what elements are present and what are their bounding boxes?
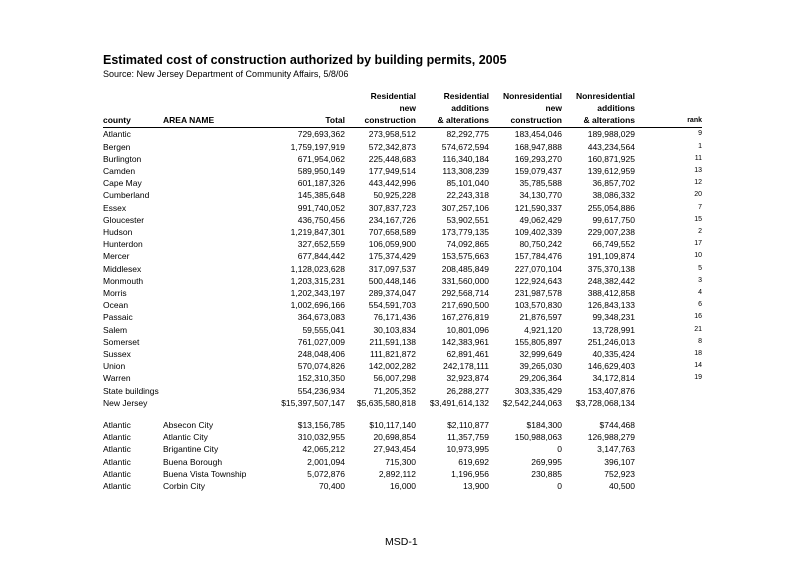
cell-nonresidential-new: 39,265,030 xyxy=(519,361,562,372)
cell-county: Cape May xyxy=(103,178,142,189)
cell-residential-additions: 116,340,184 xyxy=(442,153,489,164)
cell-nonresidential-additions: 375,370,138 xyxy=(587,263,635,274)
cell-county: Middlesex xyxy=(103,263,142,274)
table-row xyxy=(103,336,702,348)
table-header xyxy=(103,91,702,128)
cell-nonresidential-additions: 248,382,442 xyxy=(587,275,635,286)
cell-nonresidential-additions: $744,468 xyxy=(599,420,635,431)
cell-total: 1,128,023,628 xyxy=(290,263,345,274)
cell-rank: 9 xyxy=(698,130,702,138)
cell-county: Bergen xyxy=(103,141,131,152)
cell-nonresidential-new: 49,062,429 xyxy=(519,214,562,225)
cell-area-name xyxy=(163,348,263,360)
cell-residential-additions: 10,973,995 xyxy=(446,444,489,455)
cell-nonresidential-new: 183,454,046 xyxy=(514,129,562,140)
cell-nonresidential-additions: 139,612,959 xyxy=(587,166,635,176)
cell-nonresidential-new: $2,542,244,063 xyxy=(502,397,562,408)
cell-residential-new: $5,635,580,818 xyxy=(356,397,416,408)
cell-residential-new: 2,892,112 xyxy=(378,468,416,479)
cell-residential-additions: 307,257,106 xyxy=(441,202,489,213)
source-note: Source: New Jersey Department of Community Affairs, 5/8/06 xyxy=(103,69,349,79)
table-row xyxy=(103,214,702,226)
cell-nonresidential-additions: 66,749,552 xyxy=(592,239,635,250)
header-line: Nonresidential xyxy=(575,91,635,101)
page-footer: MSD-1 xyxy=(385,536,418,548)
cell-rank: 13 xyxy=(694,167,702,174)
cell-total: 570,074,826 xyxy=(297,361,345,372)
cell-area-name xyxy=(163,360,263,372)
cell-county: Hudson xyxy=(103,227,133,238)
header-rank: rank xyxy=(687,116,702,124)
cell-residential-additions: 26,288,277 xyxy=(446,385,489,396)
cell-residential-new: 307,837,723 xyxy=(368,202,416,213)
cell-residential-additions: 113,308,239 xyxy=(442,166,489,176)
cell-area-name xyxy=(163,189,263,201)
cell-nonresidential-additions: 13,728,991 xyxy=(592,324,635,335)
header-nonresidential-additions xyxy=(562,91,635,126)
header-county: county xyxy=(103,114,131,125)
table-row xyxy=(103,250,702,262)
cell-nonresidential-additions: 3,147,763 xyxy=(597,444,635,455)
cell-nonresidential-additions: 153,407,876 xyxy=(587,385,635,396)
cell-area-name xyxy=(163,202,263,214)
cell-residential-additions: 62,891,461 xyxy=(446,349,489,360)
cell-total: 310,032,955 xyxy=(297,432,345,443)
cell-rank: 21 xyxy=(694,325,702,333)
cell-nonresidential-new: 227,070,104 xyxy=(514,263,562,274)
cell-total: 436,750,456 xyxy=(297,214,345,225)
table-row xyxy=(103,385,702,397)
cell-residential-additions: 32,923,874 xyxy=(446,373,489,384)
cell-nonresidential-additions: 752,923 xyxy=(604,468,635,479)
cell-nonresidential-additions: 36,857,702 xyxy=(592,178,635,189)
cell-nonresidential-new: 80,750,242 xyxy=(519,239,562,250)
cell-residential-additions: 142,383,961 xyxy=(441,336,489,347)
cell-county: Monmouth xyxy=(103,275,144,286)
cell-nonresidential-additions: 443,234,564 xyxy=(587,141,635,152)
cell-nonresidential-new: 168,947,888 xyxy=(514,141,562,152)
table-row xyxy=(103,324,702,336)
cell-residential-new: 142,002,282 xyxy=(368,361,416,372)
cell-residential-new: 56,007,298 xyxy=(373,373,416,384)
cell-county: Morris xyxy=(103,288,127,299)
cell-rank xyxy=(635,456,702,468)
table-row xyxy=(103,456,702,468)
cell-nonresidential-new: 122,924,643 xyxy=(514,275,562,286)
cell-residential-new: 76,171,436 xyxy=(373,312,416,323)
cell-nonresidential-new: 0 xyxy=(557,481,562,492)
cell-total: 42,065,212 xyxy=(302,444,345,455)
cell-residential-new: 16,000 xyxy=(390,481,416,492)
cell-residential-additions: 11,357,759 xyxy=(447,432,489,443)
cell-total: 5,072,876 xyxy=(307,468,345,479)
cell-residential-additions: 331,560,000 xyxy=(441,275,489,286)
cell-nonresidential-new: 32,999,649 xyxy=(519,349,562,360)
table-row xyxy=(103,360,702,372)
cell-nonresidential-new: 35,785,588 xyxy=(519,178,562,189)
header-residential-new xyxy=(345,91,416,126)
cell-county: Union xyxy=(103,361,126,372)
cell-residential-new: 71,205,352 xyxy=(373,385,416,396)
cell-nonresidential-additions: 40,335,424 xyxy=(592,349,635,360)
cell-nonresidential-additions: 396,107 xyxy=(604,456,635,467)
cell-rank: 18 xyxy=(694,350,702,358)
cell-rank: 14 xyxy=(694,362,702,370)
cell-residential-new: 211,591,138 xyxy=(369,336,416,347)
header-line: construction xyxy=(364,114,416,125)
cell-residential-new: 572,342,873 xyxy=(368,141,416,152)
cell-area-name xyxy=(163,275,263,287)
cell-residential-new: 225,448,683 xyxy=(368,153,416,164)
cell-area-name: Buena Vista Township xyxy=(163,468,247,479)
cell-rank: 17 xyxy=(694,240,702,248)
cell-county: Atlantic xyxy=(103,468,131,479)
cell-total: 364,673,083 xyxy=(297,312,345,323)
cell-nonresidential-new: 4,921,120 xyxy=(524,324,562,335)
header-line: & alterations xyxy=(583,114,635,125)
cell-rank: 8 xyxy=(698,337,702,345)
cell-rank: 16 xyxy=(694,313,702,321)
header-line: new xyxy=(399,102,416,113)
cell-county: New Jersey xyxy=(103,397,148,408)
cell-total: 59,555,041 xyxy=(302,324,345,335)
cell-nonresidential-additions: 189,988,029 xyxy=(587,129,635,140)
cell-nonresidential-new: 109,402,339 xyxy=(514,227,562,238)
cell-area-name xyxy=(163,324,263,336)
cell-county: Hunterdon xyxy=(103,239,143,250)
header-residential-additions xyxy=(416,91,489,126)
cell-area-name xyxy=(163,336,263,348)
cell-nonresidential-new: 269,995 xyxy=(531,456,562,467)
cell-rank: 19 xyxy=(694,374,702,382)
table-row xyxy=(103,165,702,177)
cell-rank: 2 xyxy=(698,228,702,236)
cell-residential-additions: 173,779,135 xyxy=(441,227,489,238)
cell-county: Essex xyxy=(103,202,127,213)
cell-county: State buildings xyxy=(103,385,159,396)
cell-rank: 5 xyxy=(698,264,702,272)
cell-area-name xyxy=(163,385,263,397)
cell-nonresidential-new: 231,987,578 xyxy=(514,288,562,299)
cell-nonresidential-additions: 126,988,279 xyxy=(587,432,635,443)
cell-total: 677,844,442 xyxy=(297,251,345,262)
cell-county: Atlantic xyxy=(103,456,131,467)
cell-nonresidential-additions: 160,871,925 xyxy=(587,153,635,164)
cell-total: 761,027,009 xyxy=(297,336,345,347)
cell-area-name xyxy=(163,299,263,311)
table-row xyxy=(103,443,702,455)
cell-residential-additions: 82,292,775 xyxy=(446,129,489,140)
cell-area-name: Absecon City xyxy=(163,420,214,431)
cell-nonresidential-new: 0 xyxy=(557,444,562,455)
cell-area-name xyxy=(163,214,263,226)
cell-rank xyxy=(635,468,702,480)
cell-nonresidential-new: $184,300 xyxy=(526,420,562,431)
table-row xyxy=(103,263,702,275)
cell-rank xyxy=(635,480,702,492)
cell-rank: 1 xyxy=(698,142,702,150)
table-row xyxy=(103,238,702,250)
cell-residential-additions: 13,900 xyxy=(463,481,489,492)
cell-rank: 4 xyxy=(698,289,702,297)
cell-county: Burlington xyxy=(103,153,142,164)
header-line: & alterations xyxy=(437,114,489,125)
cell-area-name: Brigantine City xyxy=(163,444,219,455)
cell-nonresidential-additions: 255,054,886 xyxy=(587,202,635,213)
cell-total: $13,156,785 xyxy=(297,420,345,431)
cell-residential-additions: 167,276,819 xyxy=(441,312,489,323)
cell-nonresidential-additions: 388,412,858 xyxy=(587,288,635,299)
cell-area-name xyxy=(163,153,263,165)
header-line: Residential xyxy=(443,91,489,101)
table-row xyxy=(103,287,702,299)
cell-county: Somerset xyxy=(103,336,140,347)
cell-county: Atlantic xyxy=(103,129,131,140)
table-row xyxy=(103,202,702,214)
header-line: new xyxy=(545,102,562,113)
cell-nonresidential-new: 303,335,429 xyxy=(514,385,562,396)
table-row xyxy=(103,348,702,360)
cell-residential-new: 177,949,514 xyxy=(368,166,416,176)
header-line: Residential xyxy=(370,91,416,101)
table-row xyxy=(103,275,702,287)
cell-county: Salem xyxy=(103,324,128,335)
cell-residential-additions: 22,243,318 xyxy=(446,190,489,201)
header-area-name: AREA NAME xyxy=(163,114,215,125)
cell-total: $15,397,507,147 xyxy=(281,397,345,408)
cell-area-name xyxy=(163,372,263,384)
cell-residential-new: 30,103,834 xyxy=(373,324,416,335)
cell-area-name: Atlantic City xyxy=(163,432,208,443)
cell-residential-new: 554,591,703 xyxy=(368,300,416,311)
cell-area-name xyxy=(163,250,263,262)
cell-residential-additions: 85,101,040 xyxy=(446,178,489,189)
cell-total: 601,187,326 xyxy=(297,178,345,189)
cell-nonresidential-new: 34,130,770 xyxy=(519,190,562,201)
cell-county: Atlantic xyxy=(103,444,131,455)
cell-residential-new: 234,167,726 xyxy=(368,214,416,225)
cell-rank xyxy=(635,419,702,431)
cell-rank: 6 xyxy=(698,301,702,309)
cell-residential-additions: $2,110,877 xyxy=(447,420,489,431)
header-nonresidential-new xyxy=(489,91,562,126)
cell-rank: 12 xyxy=(694,179,702,187)
cell-residential-new: 20,698,854 xyxy=(373,432,416,443)
cell-nonresidential-new: 21,876,597 xyxy=(519,312,562,323)
cell-area-name xyxy=(163,311,263,323)
cell-rank xyxy=(635,443,702,455)
table-row xyxy=(103,189,702,201)
table-row xyxy=(103,299,702,311)
cell-county: Gloucester xyxy=(103,214,145,225)
cell-residential-additions: 574,672,594 xyxy=(441,141,489,152)
cell-nonresidential-additions: 99,617,750 xyxy=(592,214,635,225)
cell-total: 589,950,149 xyxy=(297,166,345,176)
cell-area-name xyxy=(163,238,263,250)
cell-rank: 20 xyxy=(694,191,702,199)
cell-residential-new: 707,658,589 xyxy=(368,227,416,238)
cell-nonresidential-additions: 40,500 xyxy=(609,481,635,492)
cell-total: 1,219,847,301 xyxy=(290,227,345,238)
cell-county: Atlantic xyxy=(103,420,131,431)
cell-nonresidential-additions: 34,172,814 xyxy=(592,373,635,384)
cell-area-name xyxy=(163,141,263,153)
cell-rank xyxy=(635,397,702,409)
cell-county: Sussex xyxy=(103,349,131,360)
cell-residential-additions: 217,690,500 xyxy=(441,300,489,311)
cell-nonresidential-new: 121,590,337 xyxy=(514,202,562,213)
cell-total: 729,693,362 xyxy=(297,129,345,140)
cell-nonresidential-new: 230,885 xyxy=(531,468,562,479)
cell-nonresidential-new: 169,293,270 xyxy=(514,153,562,164)
cell-residential-new: 27,943,454 xyxy=(373,444,416,455)
cell-county: Ocean xyxy=(103,300,129,311)
table-row xyxy=(103,153,702,165)
cell-rank xyxy=(635,431,702,443)
cell-nonresidential-new: 157,784,476 xyxy=(514,251,562,262)
cell-rank: 11 xyxy=(694,154,702,162)
cell-area-name xyxy=(163,226,263,238)
section-gap xyxy=(103,409,702,419)
cell-residential-new: 111,821,872 xyxy=(369,349,416,360)
cell-county: Passaic xyxy=(103,312,133,323)
cell-residential-additions: 1,196,956 xyxy=(451,468,489,479)
table-row xyxy=(103,372,702,384)
cell-area-name xyxy=(163,263,263,275)
cell-nonresidential-additions: 229,007,238 xyxy=(587,227,635,238)
cell-total: 1,203,315,231 xyxy=(290,275,345,286)
cell-nonresidential-additions: 251,246,013 xyxy=(587,336,635,347)
cell-nonresidential-new: 159,079,437 xyxy=(514,166,562,176)
table-row xyxy=(103,419,702,431)
cell-area-name: Buena Borough xyxy=(163,456,223,467)
cell-area-name xyxy=(163,397,263,409)
cell-residential-new: 175,374,429 xyxy=(368,251,416,262)
cell-residential-additions: 619,692 xyxy=(458,456,489,467)
cell-total: 248,048,406 xyxy=(297,349,345,360)
cell-total: 1,202,343,197 xyxy=(290,288,345,299)
cell-residential-new: 317,097,537 xyxy=(368,263,416,274)
cell-total: 1,002,696,166 xyxy=(290,300,345,311)
cell-residential-new: 443,442,996 xyxy=(368,178,416,189)
cell-nonresidential-additions: 191,109,874 xyxy=(587,251,635,262)
header-line: additions xyxy=(451,102,489,113)
cell-area-name xyxy=(163,287,263,299)
cell-residential-additions: 242,178,111 xyxy=(442,361,489,372)
table-row xyxy=(103,311,702,323)
cell-nonresidential-new: 150,988,063 xyxy=(514,432,562,443)
cell-county: Camden xyxy=(103,166,136,176)
cell-total: 554,236,934 xyxy=(297,385,345,396)
cell-residential-new: 50,925,228 xyxy=(373,190,416,201)
cell-nonresidential-additions: 38,086,332 xyxy=(592,190,635,201)
cell-nonresidential-new: 29,206,364 xyxy=(519,373,562,384)
cell-residential-additions: 53,902,551 xyxy=(446,214,489,225)
table-row xyxy=(103,468,702,480)
cell-county: Mercer xyxy=(103,251,130,262)
cell-residential-additions: 10,801,096 xyxy=(446,324,489,335)
cell-total: 70,400 xyxy=(319,481,345,492)
cell-area-name xyxy=(163,128,263,141)
header-line: additions xyxy=(597,102,635,113)
cell-residential-new: 273,958,512 xyxy=(368,129,416,140)
header-line: construction xyxy=(510,114,562,125)
cell-residential-new: $10,117,140 xyxy=(369,420,416,431)
table-row xyxy=(103,431,702,443)
cell-nonresidential-new: 155,805,897 xyxy=(514,336,562,347)
cell-residential-new: 715,300 xyxy=(385,456,416,467)
cell-county: Atlantic xyxy=(103,481,131,492)
municipal-rows xyxy=(103,419,702,492)
cell-residential-additions: 153,575,663 xyxy=(441,251,489,262)
cell-rank: 10 xyxy=(694,252,702,260)
cell-total: 152,310,350 xyxy=(297,373,345,384)
county-rows xyxy=(103,128,702,409)
cell-total: 671,954,062 xyxy=(297,153,345,164)
cell-rank: 15 xyxy=(694,215,702,223)
construction-cost-table xyxy=(103,91,702,492)
cell-area-name xyxy=(163,165,263,177)
cell-county: Atlantic xyxy=(103,432,131,443)
cell-area-name xyxy=(163,177,263,189)
cell-nonresidential-additions: 126,843,133 xyxy=(587,300,635,311)
table-row xyxy=(103,226,702,238)
cell-total: 1,759,197,919 xyxy=(290,141,345,152)
header-total: Total xyxy=(325,114,345,125)
table-row xyxy=(103,480,702,492)
cell-nonresidential-additions: 146,629,403 xyxy=(587,361,635,372)
cell-rank: 7 xyxy=(698,203,702,211)
table-row xyxy=(103,141,702,153)
cell-county: Warren xyxy=(103,373,131,384)
cell-total: 145,385,648 xyxy=(297,190,345,201)
table-row xyxy=(103,177,702,189)
cell-residential-additions: $3,491,614,132 xyxy=(429,397,489,408)
cell-total: 327,652,559 xyxy=(297,239,345,250)
cell-nonresidential-additions: 99,348,231 xyxy=(592,312,635,323)
cell-residential-additions: 292,568,714 xyxy=(441,288,489,299)
page-title: Estimated cost of construction authorized by building permits, 2005 xyxy=(103,53,507,67)
cell-total: 991,740,052 xyxy=(297,202,345,213)
cell-rank: 3 xyxy=(698,276,702,284)
cell-residential-new: 289,374,047 xyxy=(368,288,416,299)
cell-county: Cumberland xyxy=(103,190,150,201)
cell-area-name: Corbin City xyxy=(163,481,206,492)
table-row xyxy=(103,128,702,141)
table-row xyxy=(103,397,702,409)
cell-residential-new: 106,059,900 xyxy=(368,239,416,250)
header-line: Nonresidential xyxy=(502,91,562,101)
cell-rank xyxy=(635,385,702,397)
cell-nonresidential-new: 103,570,830 xyxy=(514,300,562,311)
cell-residential-additions: 208,485,849 xyxy=(441,263,489,274)
cell-total: 2,001,094 xyxy=(307,456,345,467)
cell-nonresidential-additions: $3,728,068,134 xyxy=(575,397,635,408)
cell-residential-additions: 74,092,865 xyxy=(446,239,489,250)
cell-residential-new: 500,448,146 xyxy=(368,275,416,286)
